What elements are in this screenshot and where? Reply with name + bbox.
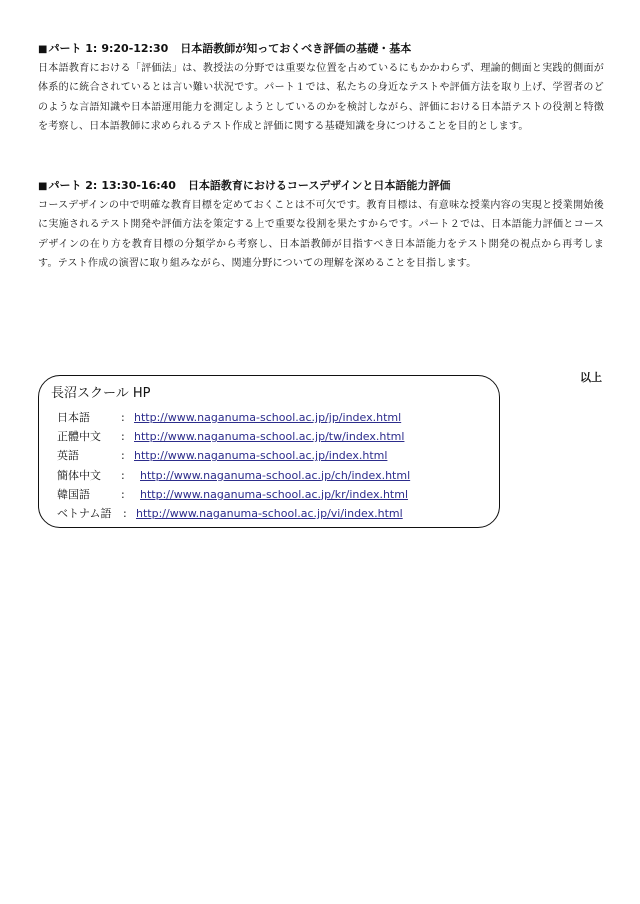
square-bullet-icon: ■ [38,44,48,55]
part2-heading [38,177,604,196]
part1-body: 日本語教育における「評価法」は、教授法の分野では重要な位置を占めているにもかかわらず、理論的側面と実践的側面が体系的に統合されているとは言い難い状況です。パート１では、私たちの身近なテストや評価方法を取り上げ、学習者のどのような言語知識や日本語運用能力を測定しようとしているのかを検討しながら、評価における日本語テストの役割と特徴を考察し、日本語教師に求められるテスト作成と評価に関する基礎知識を身につけることを目的とします。 [38,63,604,133]
part2-body: コースデザインの中で明確な教育目標を定めておくことは不可欠です。教育目標は、有意味な授業内容の実現と授業開始後に実施されるテスト開発や評価方法を策定する上で重要な役割を果たすからです。パート２では、日本語能力評価とコースデザインの在り方を教育目標の分類学から考察し、日本語教師が目指すべき日本語能力をテスト開発の視点から再考します。テスト作成の演習に取り組みながら、関連分野についての理解を深めることを目指します。 [38,200,604,270]
link-language-label: 日本語 [57,411,90,424]
colon-separator: : [121,468,125,482]
part1-section [38,40,604,137]
part1-label: パート 1: [48,42,98,55]
link-traditional-chinese[interactable]: http://www.naganuma-school.ac.jp/tw/index.html [134,430,405,444]
link-language-label: 簡体中文 [57,468,101,482]
link-korean[interactable]: http://www.naganuma-school.ac.jp/kr/index.html [140,487,409,501]
colon-separator: : [123,506,127,520]
link-english[interactable]: http://www.naganuma-school.ac.jp/index.html [134,449,388,463]
link-language-label: 英語 [57,449,79,463]
colon-separator: : [121,449,125,463]
part2-section [38,177,604,274]
homepage-links-box [38,375,500,528]
link-language-label: ベトナム語 [57,506,112,520]
link-language-label: 韓国語 [57,487,90,501]
part1-title: 日本語教師が知っておくべき評価の基礎・基本 [180,42,412,55]
part1-time: 9:20-12:30 [101,42,169,55]
homepage-title: 長沼スクール HP [51,386,151,401]
closing-text: 以上 [580,371,602,384]
link-simplified-chinese[interactable]: http://www.naganuma-school.ac.jp/ch/index.html [140,468,411,482]
link-japanese[interactable]: http://www.naganuma-school.ac.jp/jp/index.html [134,411,402,424]
part2-label: パート 2: [48,179,98,192]
part1-heading [38,40,604,59]
link-vietnamese[interactable]: http://www.naganuma-school.ac.jp/vi/index.html [136,506,403,520]
link-language-label: 正體中文 [57,430,101,444]
part2-title: 日本語教育におけるコースデザインと日本語能力評価 [187,179,451,192]
colon-separator: : [121,430,125,444]
colon-separator: : [121,411,125,424]
colon-separator: : [121,487,125,501]
part2-time: 13:30-16:40 [101,179,176,192]
square-bullet-icon: ■ [38,181,48,192]
